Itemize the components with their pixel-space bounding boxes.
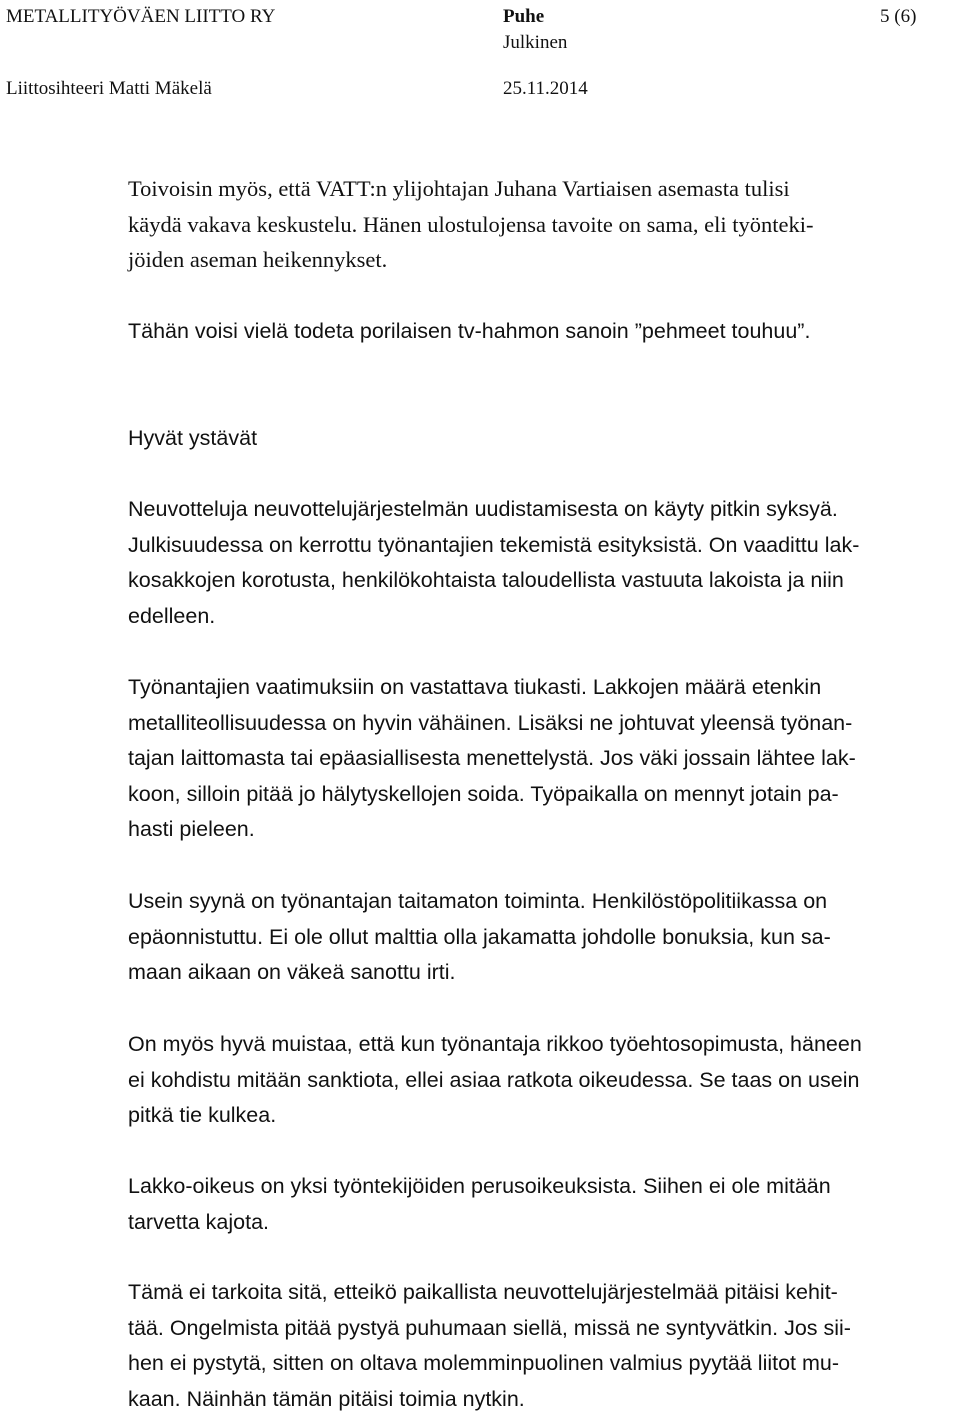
text-line: Tämä ei tarkoita sitä, etteikö paikallista neuvottelujärjestelmää pitäisi kehit-: [128, 1280, 838, 1304]
text-line: maan aikaan on väkeä sanottu irti.: [128, 960, 456, 984]
text-line: kaan. Näinhän tämän pitäisi toimia nytkin.: [128, 1386, 525, 1411]
paragraph: [128, 1275, 948, 1417]
paragraph: [128, 314, 948, 350]
text-line: Tähän voisi vielä todeta porilaisen tv-hahmon sanoin ”pehmeet touhuu”.: [128, 319, 811, 343]
paragraph-salutation: [128, 421, 948, 457]
paragraph: [128, 1027, 948, 1134]
text-line: On myös hyvä muistaa, että kun työnantaja rikkoo työehtosopimusta, häneen: [128, 1032, 862, 1056]
text-line: pitkä tie kulkea.: [128, 1103, 277, 1127]
text-line: koon, silloin pitää jo hälytyskellojen soida. Työpaikalla on mennyt jotain pa-: [128, 781, 839, 806]
document-type: Puhe: [503, 6, 545, 27]
text-line: Lakko-oikeus on yksi työntekijöiden perusoikeuksista. Siihen ei ole mitään: [128, 1174, 831, 1198]
text-line: edelleen.: [128, 603, 216, 628]
text-line: Usein syynä on työnantajan taitamaton toiminta. Henkilöstöpolitiikassa on: [128, 889, 828, 913]
text-line: Työnantajien vaatimuksiin on vastattava tiukasti. Lakkojen määrä etenkin: [128, 675, 822, 699]
document-author: Liittosihteeri Matti Mäkelä: [6, 78, 212, 99]
text-line: Neuvotteluja neuvottelujärjestelmän uudistamisesta on käyty pitkin syksyä.: [128, 497, 838, 521]
text-line: Toivoisin myös, että VATT:n ylijohtajan Juhana Vartiaisen asemasta tulisi: [128, 176, 790, 201]
page-number: 5 (6): [880, 6, 917, 27]
text-line: Julkisuudessa on kerrottu työnantajien tekemistä esityksistä. On vaadittu lak-: [128, 532, 860, 557]
text-line: hen ei pystytä, sitten on oltava molemminpuolinen valmius pyytää liitot mu-: [128, 1351, 840, 1375]
text-line: jöiden aseman heikennykset.: [128, 247, 388, 272]
organization-name: METALLITYÖVÄEN LIITTO RY: [6, 6, 276, 27]
text-line: tää. Ongelmista pitää pystyä puhumaan siellä, missä ne syntyvätkin. Jos sii-: [128, 1315, 851, 1340]
text-line: metalliteollisuudessa on hyvin vähäinen. Lisäksi ne johtuvat yleensä työnan-: [128, 710, 853, 735]
text-line: kosakkojen korotusta, henkilökohtaista taloudellista vastuuta lakoista ja niin: [128, 568, 844, 592]
document-classification: Julkinen: [503, 32, 568, 53]
paragraph: [128, 670, 948, 848]
text-line: tarvetta kajota.: [128, 1209, 270, 1234]
document-date: 25.11.2014: [503, 78, 588, 99]
paragraph: [128, 171, 948, 278]
text-line: tajan laittomasta tai epäasiallisesta menettelystä. Jos väki jossain lähtee lak-: [128, 746, 856, 770]
text-line: käydä vakava keskustelu. Hänen ulostulojensa tavoite on sama, eli työnteki-: [128, 211, 814, 237]
text-line: Hyvät ystävät: [128, 426, 258, 450]
paragraph: [128, 1169, 948, 1240]
text-line: epäonnistuttu. Ei ole ollut malttia olla jakamatta johdolle bonuksia, kun sa-: [128, 924, 831, 949]
paragraph: [128, 492, 948, 634]
paragraph: [128, 884, 948, 991]
text-line: hasti pieleen.: [128, 817, 255, 841]
text-line: ei kohdistu mitään sanktiota, ellei asiaa ratkota oikeudessa. Se taas on usein: [128, 1067, 860, 1092]
